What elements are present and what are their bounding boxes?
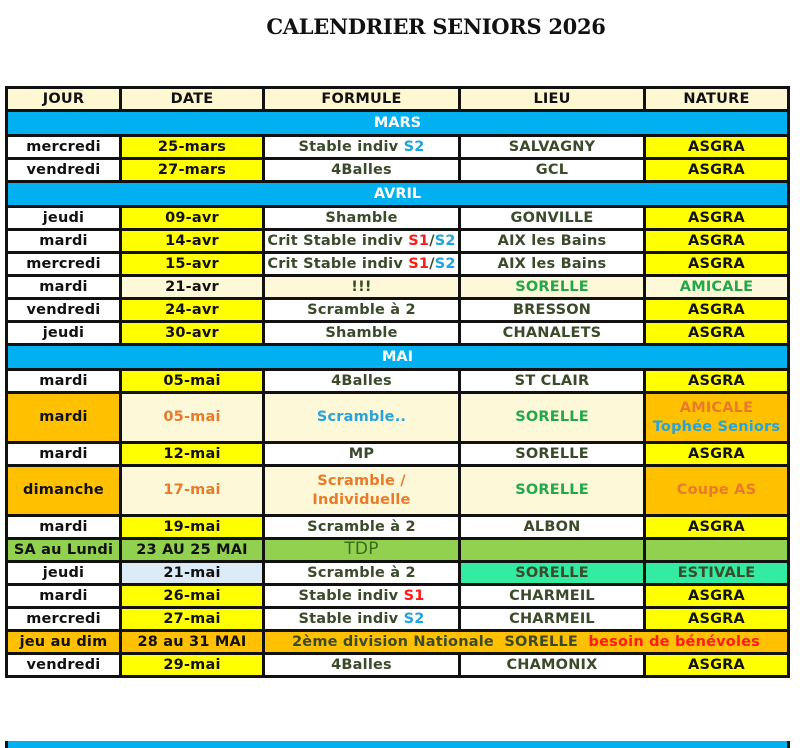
series-s2-tag: S2 bbox=[403, 610, 425, 627]
series-s2-tag: S2 bbox=[434, 232, 456, 249]
cell-formule: Shamble bbox=[265, 208, 461, 228]
table-row bbox=[8, 517, 787, 540]
cell-jour: jeudi bbox=[8, 323, 122, 343]
cell-nature: ASGRA bbox=[646, 517, 787, 537]
cell-lieu: SORELLE bbox=[461, 394, 646, 441]
cell-date: 17-mai bbox=[122, 467, 265, 514]
month-label: MARS bbox=[373, 115, 422, 131]
table-row bbox=[8, 609, 787, 632]
cell-jour: mercredi bbox=[8, 609, 122, 629]
cell-jour: mardi bbox=[8, 444, 122, 464]
series-s2-tag: S2 bbox=[403, 138, 425, 155]
cell-jour: mardi bbox=[8, 394, 122, 441]
formule-text: Stable indiv bbox=[298, 610, 399, 627]
table-row bbox=[8, 208, 787, 231]
nature-line-2: Tophée Seniors bbox=[652, 418, 781, 435]
cell-nature: ASGRA bbox=[646, 160, 787, 180]
cell-date: 05-mai bbox=[122, 371, 265, 391]
cell-nature: ASGRA bbox=[646, 609, 787, 629]
header-date: DATE bbox=[122, 89, 265, 109]
header-formule: FORMULE bbox=[265, 89, 461, 109]
cell-jour: mardi bbox=[8, 371, 122, 391]
month-label: AVRIL bbox=[373, 186, 422, 202]
cell-formule bbox=[265, 609, 461, 629]
cell-nature: AMICALE bbox=[646, 277, 787, 297]
cell-date: 27-mai bbox=[122, 609, 265, 629]
cell-formule: Scramble à 2 bbox=[265, 300, 461, 320]
cell-lieu: ST CLAIR bbox=[461, 371, 646, 391]
cell-formule bbox=[265, 254, 461, 274]
next-month-band bbox=[5, 741, 790, 748]
formule-line-1: Scramble / bbox=[317, 473, 406, 490]
month-band-mars bbox=[8, 112, 787, 137]
cell-jour: dimanche bbox=[8, 467, 122, 514]
cell-nature: ASGRA bbox=[646, 371, 787, 391]
cell-lieu: SALVAGNY bbox=[461, 137, 646, 157]
cell-nature: ASGRA bbox=[646, 655, 787, 675]
cell-formule: Scramble.. bbox=[265, 394, 461, 441]
cell-jour: mardi bbox=[8, 517, 122, 537]
table-row bbox=[8, 655, 787, 678]
cell-formule: MP bbox=[265, 444, 461, 464]
series-separator: / bbox=[429, 255, 435, 272]
table-row bbox=[8, 394, 787, 444]
cell-nature: ASGRA bbox=[646, 444, 787, 464]
table-row bbox=[8, 300, 787, 323]
header-jour: JOUR bbox=[8, 89, 122, 109]
month-band-avril bbox=[8, 183, 787, 208]
table-row bbox=[8, 563, 787, 586]
cell-nature bbox=[646, 394, 787, 441]
cell-jour: mardi bbox=[8, 586, 122, 606]
cell-lieu: SORELLE bbox=[461, 563, 646, 583]
cell-formule: TDP bbox=[265, 540, 461, 560]
cell-nature: ASGRA bbox=[646, 137, 787, 157]
cell-jour: mardi bbox=[8, 231, 122, 251]
cell-formule: 4Balles bbox=[265, 371, 461, 391]
table-row bbox=[8, 467, 787, 517]
event-text: 2ème division Nationale SORELLE bbox=[292, 633, 579, 650]
month-band-mai bbox=[8, 346, 787, 371]
cell-lieu: ALBON bbox=[461, 517, 646, 537]
cell-date: 25-mars bbox=[122, 137, 265, 157]
cell-formule bbox=[265, 467, 461, 514]
table-row bbox=[8, 444, 787, 467]
cell-nature: ASGRA bbox=[646, 254, 787, 274]
cell-date: 29-mai bbox=[122, 655, 265, 675]
cell-jour: mercredi bbox=[8, 137, 122, 157]
series-s2-tag: S2 bbox=[434, 255, 456, 272]
cell-jour: vendredi bbox=[8, 160, 122, 180]
page-title: CALENDRIER SENIORS 2026 bbox=[266, 14, 606, 39]
cell-formule: 4Balles bbox=[265, 655, 461, 675]
cell-lieu: CHARMEIL bbox=[461, 586, 646, 606]
cell-lieu: CHAMONIX bbox=[461, 655, 646, 675]
formule-text: Stable indiv bbox=[298, 587, 399, 604]
formule-text: Stable indiv bbox=[298, 138, 399, 155]
month-label: MAI bbox=[381, 349, 414, 365]
cell-date: 24-avr bbox=[122, 300, 265, 320]
cell-formule: Scramble à 2 bbox=[265, 563, 461, 583]
table-header-row bbox=[8, 89, 787, 112]
cell-formule: !!! bbox=[265, 277, 461, 297]
cell-jour: vendredi bbox=[8, 300, 122, 320]
table-row bbox=[8, 540, 787, 563]
cell-nature: ASGRA bbox=[646, 208, 787, 228]
cell-date: 12-mai bbox=[122, 444, 265, 464]
cell-lieu: CHARMEIL bbox=[461, 609, 646, 629]
cell-jour: jeu au dim bbox=[8, 632, 122, 652]
calendar-table bbox=[5, 86, 790, 678]
cell-formule: 4Balles bbox=[265, 160, 461, 180]
cell-lieu: AIX les Bains bbox=[461, 254, 646, 274]
table-row bbox=[8, 137, 787, 160]
cell-date: 15-avr bbox=[122, 254, 265, 274]
cell-lieu: CHANALETS bbox=[461, 323, 646, 343]
cell-jour: mercredi bbox=[8, 254, 122, 274]
cell-lieu: SORELLE bbox=[461, 277, 646, 297]
formule-line-2: Individuelle bbox=[312, 491, 411, 508]
cell-date: 30-avr bbox=[122, 323, 265, 343]
cell-date: 27-mars bbox=[122, 160, 265, 180]
cell-formule: Shamble bbox=[265, 323, 461, 343]
cell-date: 23 AU 25 MAI bbox=[122, 540, 265, 560]
cell-nature: ASGRA bbox=[646, 231, 787, 251]
cell-formule bbox=[265, 586, 461, 606]
cell-jour: jeudi bbox=[8, 208, 122, 228]
cell-nature: ASGRA bbox=[646, 323, 787, 343]
cell-date: 28 au 31 MAI bbox=[122, 632, 265, 652]
cell-lieu bbox=[461, 540, 646, 560]
cell-formule bbox=[265, 137, 461, 157]
cell-date: 19-mai bbox=[122, 517, 265, 537]
cell-jour: SA au Lundi bbox=[8, 540, 122, 560]
cell-nature: ESTIVALE bbox=[646, 563, 787, 583]
header-lieu: LIEU bbox=[461, 89, 646, 109]
table-row bbox=[8, 231, 787, 254]
cell-lieu: AIX les Bains bbox=[461, 231, 646, 251]
cell-lieu: GCL bbox=[461, 160, 646, 180]
table-row bbox=[8, 586, 787, 609]
table-row bbox=[8, 160, 787, 183]
cell-lieu: BRESSON bbox=[461, 300, 646, 320]
cell-nature: ASGRA bbox=[646, 300, 787, 320]
event-note: besoin de bénévoles bbox=[588, 633, 760, 650]
cell-date: 09-avr bbox=[122, 208, 265, 228]
table-row bbox=[8, 277, 787, 300]
cell-date: 21-avr bbox=[122, 277, 265, 297]
cell-formule: Scramble à 2 bbox=[265, 517, 461, 537]
formule-text: Crit Stable indiv bbox=[267, 255, 403, 272]
cell-event-span bbox=[265, 632, 787, 652]
cell-lieu: GONVILLE bbox=[461, 208, 646, 228]
cell-date: 14-avr bbox=[122, 231, 265, 251]
cell-jour: mardi bbox=[8, 277, 122, 297]
cell-nature: Coupe AS bbox=[646, 467, 787, 514]
header-nature: NATURE bbox=[646, 89, 787, 109]
cell-lieu: SORELLE bbox=[461, 444, 646, 464]
table-row bbox=[8, 371, 787, 394]
cell-nature bbox=[646, 540, 787, 560]
table-row bbox=[8, 254, 787, 277]
cell-date: 05-mai bbox=[122, 394, 265, 441]
cell-jour: jeudi bbox=[8, 563, 122, 583]
table-row bbox=[8, 632, 787, 655]
nature-line-1: AMICALE bbox=[679, 400, 754, 417]
cell-formule bbox=[265, 231, 461, 251]
cell-date: 26-mai bbox=[122, 586, 265, 606]
formule-text: Crit Stable indiv bbox=[267, 232, 403, 249]
cell-date: 21-mai bbox=[122, 563, 265, 583]
series-s1-tag: S1 bbox=[408, 232, 430, 249]
series-s1-tag: S1 bbox=[408, 255, 430, 272]
cell-lieu: SORELLE bbox=[461, 467, 646, 514]
cell-jour: vendredi bbox=[8, 655, 122, 675]
series-s1-tag: S1 bbox=[403, 587, 425, 604]
table-row bbox=[8, 323, 787, 346]
cell-nature: ASGRA bbox=[646, 586, 787, 606]
series-separator: / bbox=[429, 232, 435, 249]
